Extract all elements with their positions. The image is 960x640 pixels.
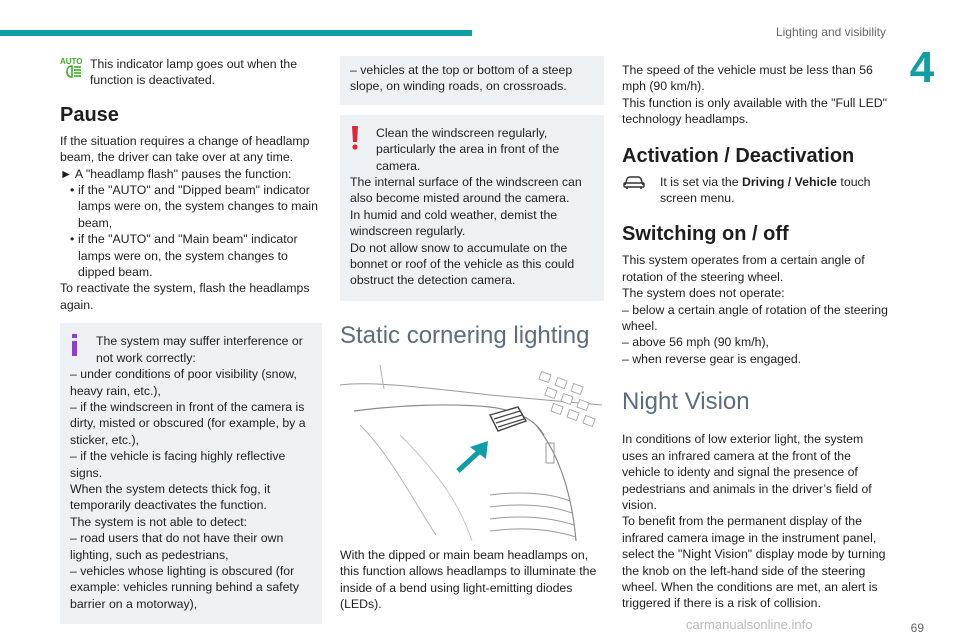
activation-heading: Activation / Deactivation xyxy=(622,144,855,167)
switching-line: This system operates from a certain angle of rotation of the steering wheel. xyxy=(622,253,865,284)
warning-line: Do not allow snow to accumulate on the bonnet or roof of the vehicle as this could obstruct the detection camera. xyxy=(350,240,575,288)
pause-bullet: • if the "AUTO" and "Dipped beam" indicator lamps were on, the system changes to main beam, xyxy=(70,183,318,230)
info-line: – if the windscreen in front of the camera is dirty, misted or obscured (for example, by a sticker, etc.), xyxy=(70,399,306,447)
watermark: carmanualsonline.info xyxy=(686,617,813,632)
switching-heading: Switching on / off xyxy=(622,223,789,246)
pause-heading: Pause xyxy=(60,103,119,126)
info-continued-line: – vehicles at the top or bottom of a steep slope, on winding roads, on crossroads. xyxy=(350,63,573,94)
switching-line: – above 56 mph (90 km/h), xyxy=(622,335,769,350)
info-line: – vehicles whose lighting is obscured (for example: vehicles running behind a safety barrier on a motorway), xyxy=(70,563,299,611)
static-cornering-heading: Static cornering lighting xyxy=(340,321,590,349)
warning-box xyxy=(340,115,604,301)
warning-icon xyxy=(350,125,376,174)
auto-headlamp-icon xyxy=(60,56,90,89)
car-icon xyxy=(622,174,660,207)
indicator-text: This indicator lamp goes out when the function is deactivated. xyxy=(90,57,298,88)
column-1 xyxy=(60,56,322,624)
info-line: – if the vehicle is facing highly reflective signs. xyxy=(70,449,286,480)
warning-line: The internal surface of the windscreen can also become misted around the camera. xyxy=(350,175,582,206)
warning-first: Clean the windscreen regularly, particularly the area in front of the camera. xyxy=(376,125,560,173)
night-vision-heading: Night Vision xyxy=(622,388,750,416)
night-vision-line: In conditions of low exterior light, the system uses an infrared camera at the front of the vehicle to identy and signal the presence of pedestrians and animals in the driver’s field of vision. xyxy=(622,432,872,512)
info-line: – road users that do not have their own lighting, such as pedestrians, xyxy=(70,531,284,562)
pause-bullet: • if the "AUTO" and "Main beam" indicator lamps were on, the system changes to dipped beam. xyxy=(70,232,298,280)
night-vision-line: To benefit from the permanent display of the infrared camera image in the instrument panel, select the "Night Vision" display mode by turning the knob on the left-hand side of the steering wheel. When the conditions are met, an alert is triggered if there is a risk of collision. xyxy=(622,514,886,611)
header-accent-bar xyxy=(0,30,472,36)
column-3 xyxy=(622,56,890,612)
speed-text: The speed of the vehicle must be less than 56 mph (90 km/h). xyxy=(622,63,873,94)
info-box xyxy=(60,323,322,624)
headlamp-illustration xyxy=(340,365,602,541)
info-box-continued xyxy=(340,56,604,105)
arrow-icon: ► xyxy=(60,166,75,181)
switching-line: – when reverse gear is engaged. xyxy=(622,351,802,366)
info-icon xyxy=(70,333,96,366)
pause-action: ► A "headlamp flash" pauses the function: xyxy=(60,166,292,181)
column-2 xyxy=(340,56,604,613)
svg-text:AUTO: AUTO xyxy=(60,57,83,66)
static-cornering-text: With the dipped or main beam headlamps on, this function allows headlamps to illuminate the inside of a bend using light-emitting diodes (LEDs). xyxy=(340,547,597,612)
info-line: When the system detects thick fog, it temporarily deactivates the function. xyxy=(70,481,271,513)
chapter-number: 4 xyxy=(909,43,935,92)
section-title: Lighting and visibility xyxy=(775,25,886,39)
switching-line: – below a certain angle of rotation of the steering wheel. xyxy=(622,302,888,334)
menu-name: Driving / Vehicle xyxy=(742,174,838,189)
page-number: 69 xyxy=(910,620,924,635)
info-line: – under conditions of poor visibility (snow, heavy rain, etc.), xyxy=(70,367,297,398)
availability-text: This function is only available with the "Full LED" technology headlamps. xyxy=(622,95,888,127)
switching-line: The system does not operate: xyxy=(622,286,785,301)
pause-intro: If the situation requires a change of headlamp beam, the driver can take over at any time. xyxy=(60,133,310,165)
info-first: The system may suffer interference or not work correctly: xyxy=(96,334,303,365)
indicator-note xyxy=(60,56,322,89)
warning-line: In humid and cold weather, demist the windscreen regularly. xyxy=(350,207,558,239)
info-line: The system is not able to detect: xyxy=(70,514,248,529)
activation-text: It is set via the Driving / Vehicle touch screen menu. xyxy=(660,174,871,206)
activation-note xyxy=(622,174,890,207)
reactivate-text: To reactivate the system, flash the headlamps again. xyxy=(60,281,310,312)
